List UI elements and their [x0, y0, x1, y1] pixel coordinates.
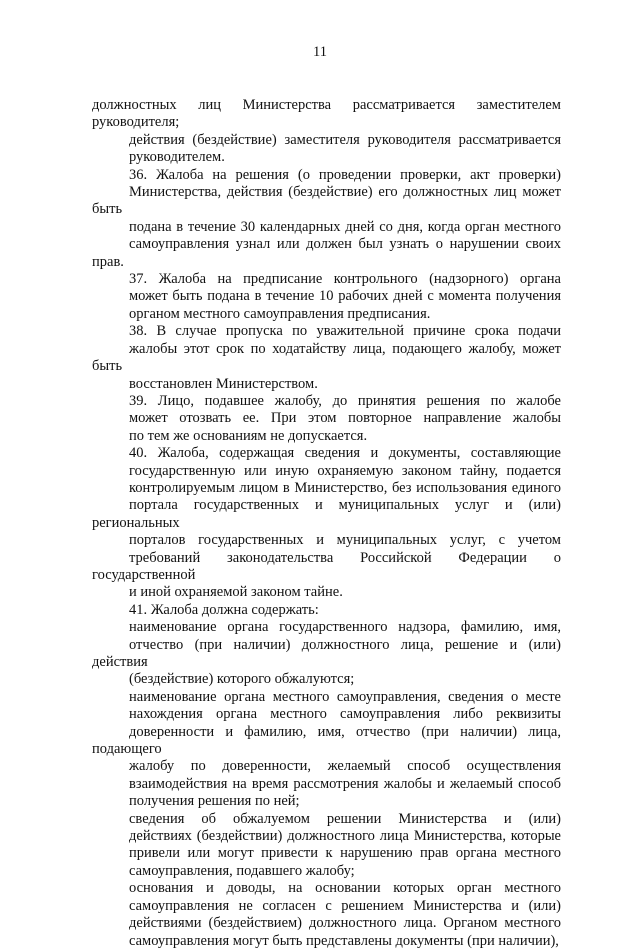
paragraph-p-41-b — [92, 689, 561, 811]
paragraph-p-41-a — [92, 619, 561, 689]
document-body — [92, 97, 561, 950]
text-line: порталов государственных и муниципальных услуг, с учетом — [129, 532, 561, 549]
text-line: самоуправления узнал или должен был узнать о нарушении своих прав. — [92, 236, 561, 270]
text-line: государственную или иную охраняемую законом тайну, подается — [129, 462, 561, 479]
paragraph-p-36 — [92, 167, 561, 271]
text-line: требований законодательства Российской Федерации о государственной — [92, 549, 561, 583]
text-line: жалобу по доверенности, желаемый способ осуществления — [129, 758, 561, 775]
text-line: самоуправления, подавшего жалобу; — [129, 862, 355, 879]
paragraph-p-38 — [92, 323, 561, 393]
paragraph-p-41-c — [92, 811, 561, 881]
text-line: (бездействие) которого обжалуются; — [129, 671, 355, 688]
text-line: руководителем. — [129, 149, 225, 166]
paragraph-p-39 — [92, 393, 561, 445]
text-line: 40. Жалоба, содержащая сведения и документы, составляющие — [129, 445, 561, 462]
text-line: по тем же основаниям не допускается. — [129, 427, 368, 444]
text-line: подана в течение 30 календарных дней со дня, когда орган местного — [129, 218, 561, 235]
text-line: доверенности и фамилию, имя, отчество (при наличии) лица, подающего — [92, 723, 561, 758]
text-line: взаимодействия на время рассмотрения жалобы и желаемый способ — [129, 775, 561, 792]
text-line: действиях (бездействии) должностного лица Министерства, которые — [129, 828, 561, 845]
text-line: может быть подана в течение 10 рабочих дней с момента получения — [129, 288, 561, 305]
text-line: может отозвать ее. При этом повторное направление жалобы — [129, 410, 561, 427]
text-line: действия (бездействие) заместителя руководителя рассматривается — [129, 131, 561, 148]
paragraph-p-40 — [92, 445, 561, 602]
text-line: должностных лиц Министерства рассматривается заместителем — [92, 97, 561, 113]
paragraph-p-41-d — [92, 880, 561, 950]
page-number: 11 — [313, 44, 327, 60]
text-line: восстановлен Министерством. — [129, 375, 318, 392]
text-line: 38. В случае пропуска по уважительной причине срока подачи — [129, 323, 561, 340]
paragraph-p-41 — [92, 602, 561, 619]
text-line: наименование органа государственного надзора, фамилию, имя, — [129, 619, 561, 636]
paragraph-p-37 — [92, 271, 561, 323]
text-line: самоуправления могут быть представлены документы (при наличии), — [129, 932, 559, 949]
text-line: руководителя; — [92, 114, 180, 131]
text-line: жалобы этот срок по ходатайству лица, подающего жалобу, может быть — [92, 340, 561, 375]
text-line: основания и доводы, на основании которых орган местного — [129, 880, 561, 897]
paragraph-p-cont-1 — [92, 97, 561, 132]
text-line: 39. Лицо, подавшее жалобу, до принятия решения по жалобе — [129, 392, 561, 409]
paragraph-p-deystviya — [92, 132, 561, 167]
text-line: 36. Жалоба на решения (о проведении проверки, акт проверки) — [129, 166, 561, 183]
text-line: 37. Жалоба на предписание контрольного (надзорного) органа — [129, 271, 561, 288]
text-line: самоуправления не согласен с решением Министерства и (или) — [129, 897, 561, 914]
text-line: получения решения по ней; — [129, 793, 300, 810]
text-line: 41. Жалоба должна содержать: — [129, 601, 319, 618]
text-line: наименование органа местного самоуправления, сведения о месте — [129, 688, 561, 705]
text-line: и иной охраняемой законом тайне. — [129, 584, 343, 601]
text-line: привели или могут привести к нарушению прав органа местного — [129, 845, 561, 862]
text-line: Министерства, действия (бездействие) его должностных лиц может быть — [92, 184, 561, 218]
text-line: сведения об обжалуемом решении Министерства и (или) — [129, 810, 561, 827]
text-line: контролируемым лицом в Министерство, без использования единого — [129, 479, 561, 496]
text-line: действиями (бездействием) должностного лица. Органом местного — [129, 915, 561, 932]
text-line: портала государственных и муниципальных услуг и (или) региональных — [92, 497, 561, 531]
text-line: отчество (при наличии) должностного лица, решение и (или) действия — [92, 636, 561, 670]
text-line: органом местного самоуправления предписания. — [129, 305, 431, 322]
text-line: нахождения органа местного самоуправления либо реквизиты — [129, 706, 561, 723]
